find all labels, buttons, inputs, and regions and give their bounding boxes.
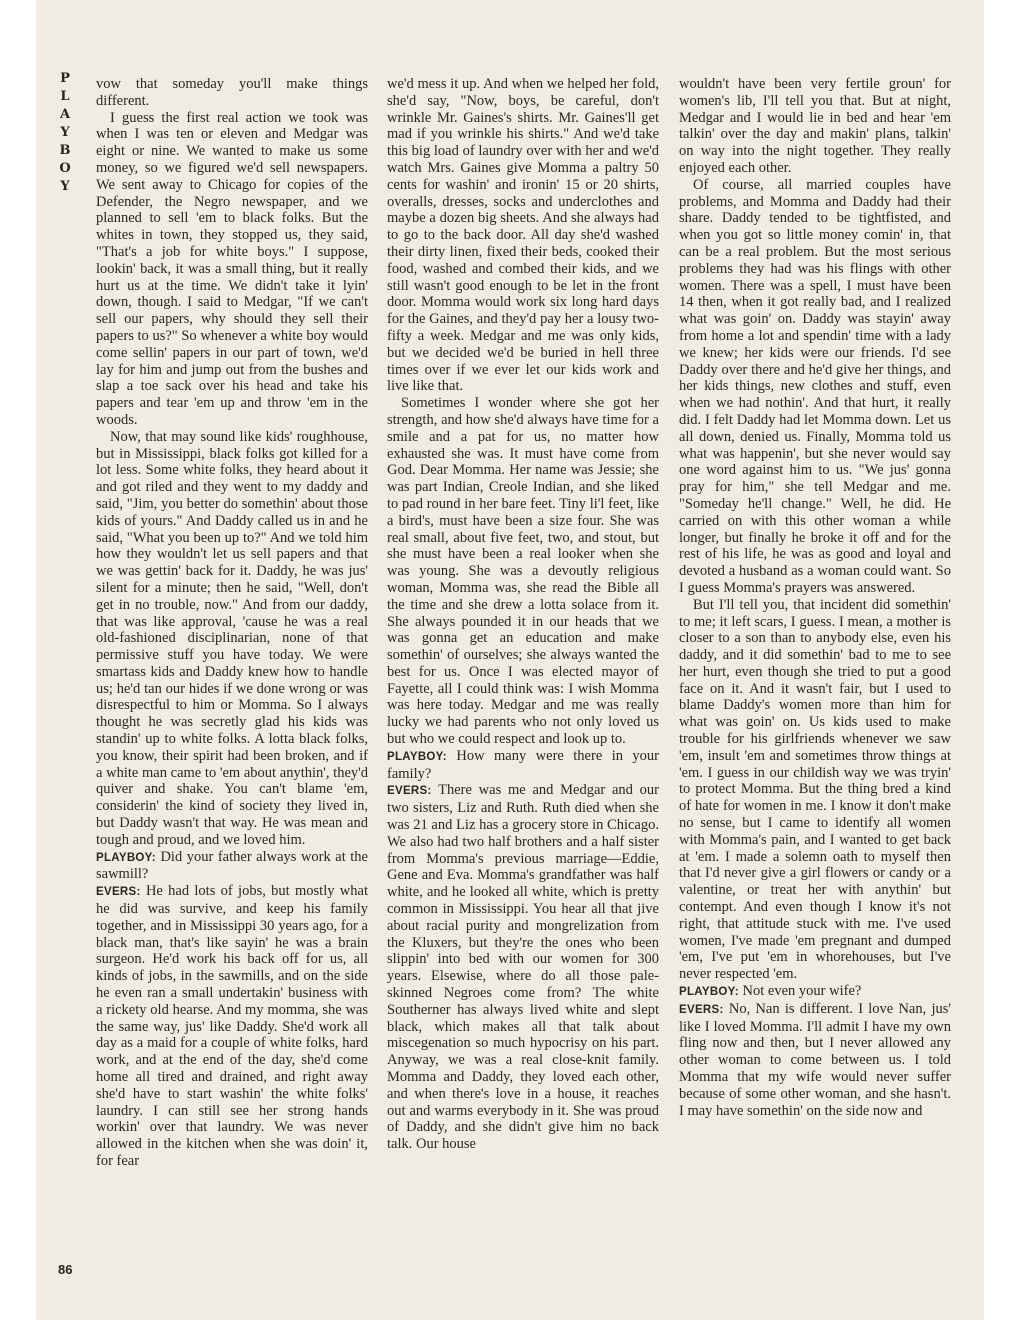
magazine-name (52, 70, 78, 196)
paragraph: I guess the first real action we took was when I was ten or eleven and Medgar was eight or nine. We wanted to make us some money, so we figured we'd sell newspapers. We sent away to Chicago for copies of the Defender, the Negro newspaper, and we planned to sell 'em to black folks. But the whites in town, they stopped us, they said, "That's a job for white boys." I suppose, lookin' back, it was a small thing, but it really hurt us at the time. We didn't take it lyin' down, though. I said to Medgar, "If we can't sell our papers, why should they sell their papers to us?" So whenever a white boy would come sellin' papers in our part of town, we'd lay for him and jump out from the bushes and slap a toe sack over his head and take his papers and tear 'em up and throw 'em in the woods. (96, 109, 368, 428)
interview-exchange (679, 1001, 951, 1120)
magazine-name-letter: B (59, 143, 71, 158)
interview-exchange (387, 782, 659, 1153)
text-column-3 (679, 76, 951, 1286)
speaker-text: How many were there in your family? (387, 747, 659, 782)
magazine-name-letter: P (60, 71, 70, 86)
interview-exchange (387, 748, 659, 783)
speaker-text: He had lots of jobs, but mostly what he did was survive, and keep his family together, and in Mississippi 30 years ago, for a black man, that's like sayin' he was a brain surgeon. He'd work his back off for us, all kinds of jobs, in the sawmills, and on the side he even ran a small undertakin' business with a rickety old hearse. And my momma, she was the same way, jus' like Daddy. She'd work all day as a maid for a couple of white folks, hard work, and at the end of the day, she'd come home all tired and drained, and right away she'd have to start washin' the white folks' laundry. I can still see her strong hands workin' over that laundry. We was never allowed in the kitchen when she was doin' it, for fear (96, 883, 368, 1169)
continued-paragraph: we'd mess it up. And when we helped her fold, she'd say, "Now, boys, be careful, don't wrinkle Mr. Gaines's shirts. Mr. Gaines'll get mad if you wrinkle his shirts." And we'd take this big load of laundry over with her and we'd watch Mrs. Gaines give Momma a paltry 50 cents for washin' and ironin' 15 or 20 shirts, overalls, dresses, socks and underclothes and maybe a dozen big sheets. And she always had to go to the back door. All day she'd washed their dirty linen, fixed their beds, cooked their food, washed and combed their kids, and we still wasn't good enough to be let in the front door. Momma would work six long hard days for the Gaines, and they'd pay her a lousy two-fifty a week. Medgar and me was only kids, but we decided we'd be buried in hell three times over if we ever let our kids work and live like that. (387, 76, 659, 395)
paragraph: But I'll tell you, that incident did somethin' to me; it left scars, I guess. I mean, a mother is closer to a son than to anybody else, even his daddy, and it did somethin' bad to me to see her hurt, even though she tried to put a good face on it. And it wasn't fair, but I used to blame Daddy's women more than him for what was goin' on. Us kids used to make trouble for his girlfriends whenever we saw 'em, insult 'em and sometimes throw things at 'em. I guess in our childish way we was tryin' to protect Momma. But the thing bred a kind of hate for women in me. I know it don't make no sense, but I came to identify all women with Momma's pain, and I wanted to get back at 'em. I made a solemn oath to myself then that I'd never give a girl flowers or candy or a valentine, or treat her with anythin' but contempt. And even though I know it's not right, that attitude stuck with me. I've used women, I've made 'em pregnant and dumped 'em, I've put 'em in whorehouses, but I've never respected 'em. (679, 596, 951, 983)
text-column-2 (387, 76, 659, 1286)
speaker-label: PLAYBOY: (96, 851, 156, 864)
continued-paragraph: wouldn't have been very fertile groun' for women's lib, I'll tell you that. But at night, Medgar and I would lie in bed and hear 'em talkin' over the day and makin' plans, talkin' on way into the night together. They really enjoyed each other. (679, 76, 951, 176)
speaker-text: No, Nan is different. I love Nan, jus' like I loved Momma. I'll admit I have my own fling now and then, but I never allowed any other woman to come between us. I told Momma that my wife would never suffer because of some other woman, and she hasn't. I may have somethin' on the side now and (679, 1000, 951, 1119)
magazine-name-letter: A (59, 107, 71, 122)
magazine-name-letter: L (60, 89, 70, 104)
continued-paragraph: vow that someday you'll make things different. (96, 76, 368, 109)
speaker-label: PLAYBOY: (679, 986, 739, 999)
magazine-name-letter: Y (60, 125, 70, 140)
magazine-name-letter: Y (60, 179, 70, 194)
interview-exchange (96, 849, 368, 884)
speaker-label: EVERS: (387, 785, 432, 798)
interview-exchange (679, 983, 951, 1001)
paragraph: Now, that may sound like kids' roughhouse, but in Mississippi, black folks got killed for a lot less. Some white folks, they heard about it and got riled and they went to my daddy and said, "Jim, you better do somethin' about those kids of yours." And Daddy called us in and he said, "What you been up to?" And we told him how they wouldn't let us sell papers and that we was gettin' back for it. Daddy, he was jus' silent for a minute; then he said, "Well, don't get in no trouble, now." And from our daddy, that was like approval, 'cause he was a real old-fashioned disciplinarian, none of that permissive stuff you have today. We were smartass kids and Daddy knew how to handle us; he'd tan our hides if we done wrong or was disrespectful to him or Momma. So I always thought he was secretly glad his kids was standin' up to white folks. A lotta black folks, you know, their spirit had been broken, and if a white man came to 'em about anythin', they'd quiver and shake. You can't blame 'em, considerin' the kind of society they lived in, but Daddy wasn't that way. He was mean and tough and proud, and we loved him. (96, 428, 368, 848)
magazine-name-letter: O (59, 161, 71, 176)
paragraph: Sometimes I wonder where she got her strength, and how she'd always have time for a smile and a pat for us, no matter how exhausted she was. It must have come from God. Dear Momma. Her name was Jessie; she was part Indian, Creole Indian, and she liked to pad round in her bare feet. Tiny li'l feet, like a bird's, must have been a size four. She was real small, about five feet, two, and stout, but she must have been a real looker when she was young. She was a devoutly religious woman, Momma was, she read the Bible all the time and she drew a lotta solace from it. She always pounded it in our heads that we was gonna get an education and make somethin' of ourselves; she always wanted the best for us. Once I was elected mayor of Fayette, all I could think was: I wish Momma was here today. Medgar and me was really lucky we had parents who not only loved us but who we could respect and look up to. (387, 395, 659, 748)
speaker-text: There was me and Medgar and our two sisters, Liz and Ruth. Ruth died when she was 21 and Liz has a grocery store in Chicago. We also had two half brothers and a half sister from Momma's previous marriage—Eddie, Gene and Eva. Momma's grandfather was half white, and he looked all white, which is pretty common in Mississippi. You hear all that jive about racial purity and mongrelization from the Kluxers, but they're the ones who been slippin' into bed with our women for 300 years. Elsewise, where do all those pale-skinned Negroes come from? The white Southerner has always lived white and slept black, which makes all that talk about miscegenation so much hypocrisy on his part. Anyway, we was a real close-knit family. Momma and Daddy, they loved each other, and when there's love in a house, it reaches out and warms everybody in it. She was proud of Daddy, and she didn't give him no back talk. Our house (387, 782, 659, 1153)
speaker-label: PLAYBOY: (387, 750, 447, 763)
interview-exchange (96, 883, 368, 1170)
speaker-label: EVERS: (96, 886, 141, 899)
paragraph: Of course, all married couples have problems, and Momma and Daddy had their share. Daddy tended to be tightfisted, and when you got so little money comin' in, that can be a real problem. But the most serious problems they had was his flings with other women. There was a spell, I must have been 14 then, when it got really bad, and I realized what was goin' on. Daddy was stayin' away from home a lot and spendin' time with a lady we knew; her kids were our friends. I'd see Daddy over there and he'd give her things, and her kids things, new clothes and stuff, even when we had nothin'. And that hurt, it really did. I felt Daddy had let Momma down. Let us all down, denied us. Finally, Momma told us what was happenin', but she never would say one word against him to us. "We jus' gonna pray for him," she tell Medgar and me. "Someday he'll change." Well, he did. He carried on with this other woman a while longer, but finally he broke it off and for the rest of his life, he was as good and loyal and devoted a husband as a woman could want. So I guess Momma's prayers was answered. (679, 176, 951, 596)
speaker-text: Not even your wife? (742, 983, 862, 1000)
page-number: 86 (58, 1262, 73, 1277)
text-column-1 (96, 76, 368, 1286)
speaker-label: EVERS: (679, 1003, 724, 1016)
speaker-text: Did your father always work at the sawmill? (96, 848, 368, 883)
